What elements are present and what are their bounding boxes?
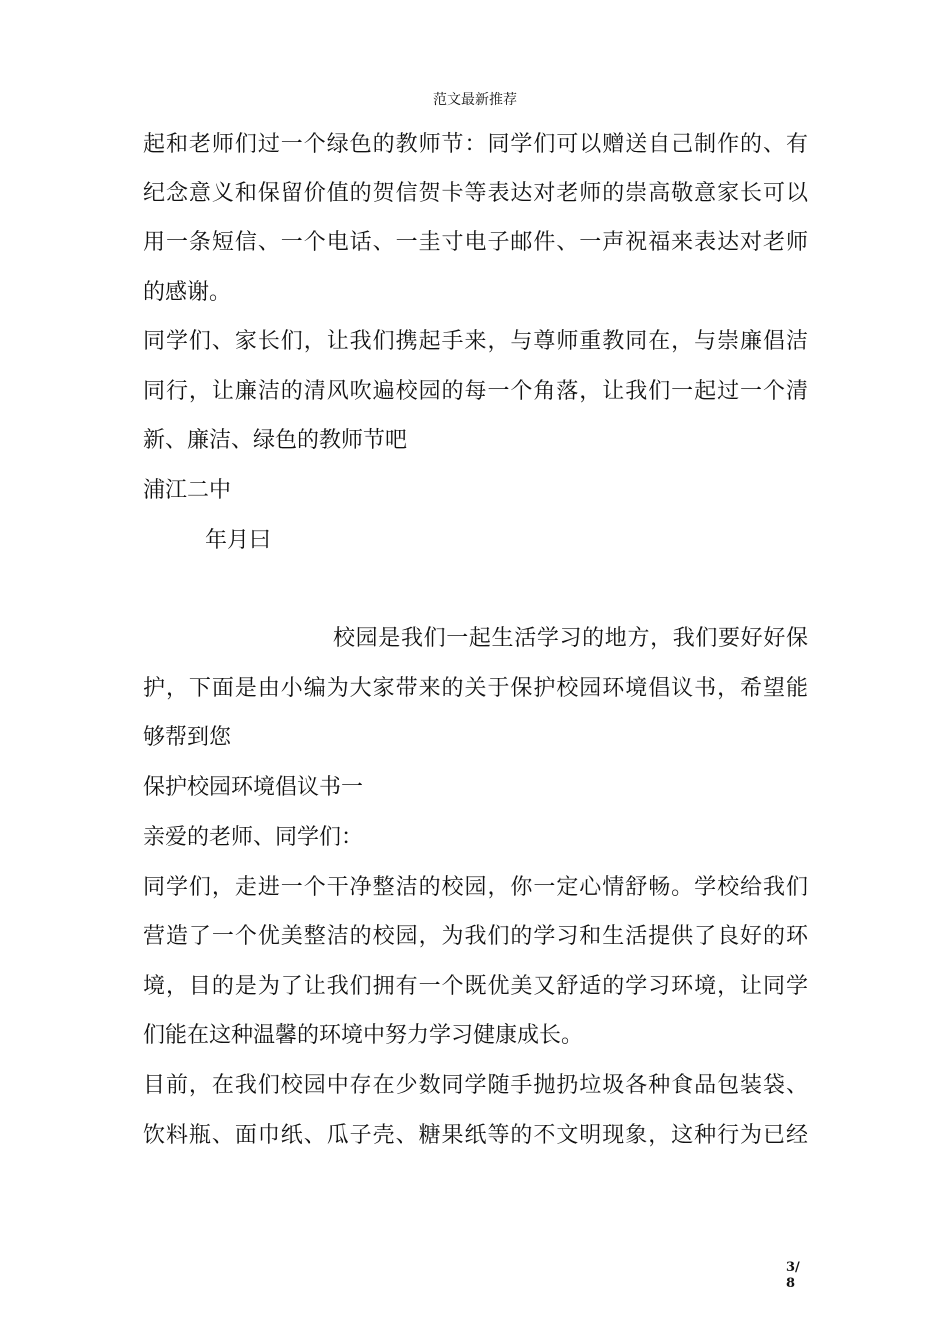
page-number xyxy=(786,1260,810,1292)
text-line: 们能在这种温馨的环境中努力学习健康成长。 xyxy=(143,1023,584,1048)
text-line: 够帮到您 xyxy=(143,725,232,750)
text-line: 同学们，走进一个干净整洁的校园，你一定心情舒畅。学校给我们 xyxy=(143,875,808,900)
signature-date: 年月曰 xyxy=(205,528,272,553)
text-line: 的感谢。 xyxy=(143,280,232,305)
page-number-current: 3/ xyxy=(786,1260,800,1275)
text-line: 营造了一个优美整洁的校园，为我们的学习和生活提供了良好的环 xyxy=(143,924,808,949)
section-heading: 保护校园环境倡议书一 xyxy=(143,775,364,800)
text-line: 纪念意义和保留价值的贺信贺卡等表达对老师的崇高敬意家长可以 xyxy=(143,181,808,206)
text-line: 新、廉洁、绿色的教师节吧 xyxy=(143,428,408,453)
text-line: 同学们、家长们，让我们携起手来，与尊师重教同在，与崇廉倡洁 xyxy=(143,329,808,354)
text-line: 起和老师们过一个绿色的教师节：同学们可以赠送自己制作的、有 xyxy=(143,132,808,157)
text-line: 境，目的是为了让我们拥有一个既优美又舒适的学习环境，让同学 xyxy=(143,974,808,999)
text-line: 目前，在我们校园中存在少数同学随手抛扔垃圾各种食品包装袋、 xyxy=(143,1073,808,1098)
text-line: 校园是我们一起生活学习的地方，我们要好好保 xyxy=(333,626,808,651)
salutation: 亲爱的老师、同学们： xyxy=(143,825,364,850)
text-line: 用一条短信、一个电话、一圭寸电子邮件、一声祝福来表达对老师 xyxy=(143,230,808,255)
page-number-total: 8 xyxy=(786,1276,796,1291)
text-line: 护，下面是由小编为大家带来的关于保护校园环境倡议书，希望能 xyxy=(143,676,808,701)
text-line: 同行，让廉洁的清风吹遍校园的每一个角落，让我们一起过一个清 xyxy=(143,379,808,404)
text-line: 饮料瓶、面巾纸、瓜子壳、糖果纸等的不文明现象，这种行为已经 xyxy=(143,1123,808,1148)
page-header: 范文最新推荐 xyxy=(433,92,517,108)
signature-school: 浦江二中 xyxy=(143,478,232,503)
